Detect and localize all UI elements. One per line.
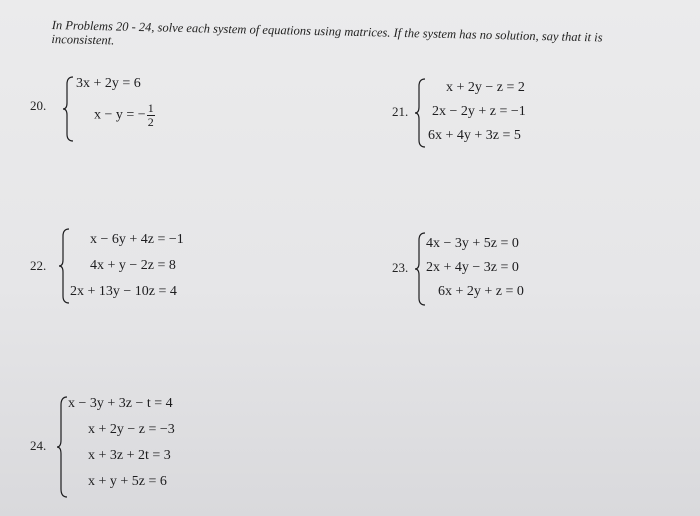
problem-23 — [392, 232, 612, 312]
problem-20 — [30, 74, 230, 154]
left-brace — [56, 396, 68, 498]
left-brace — [62, 76, 74, 142]
problem-number: 23. — [392, 260, 409, 275]
equation-2: 2x + 4y − 3z = 0 — [426, 260, 519, 275]
problem-22 — [30, 228, 250, 308]
equation-1: 4x − 3y + 5z = 0 — [426, 236, 519, 251]
left-brace — [58, 228, 70, 304]
equation-3: 2x + 13y − 10z = 4 — [70, 284, 177, 299]
equation-2-text: x − y = − — [94, 107, 146, 123]
equation-1: x − 6y + 4z = −1 — [90, 232, 184, 247]
instructions-text: In Problems 20 - 24, solve each system of equations using matrices. If the system has no solution, say that it is inconsistent. — [51, 18, 603, 48]
problem-21 — [392, 78, 592, 158]
equation-1: x − 3y + 3z − t = 4 — [68, 396, 173, 411]
fraction-numerator: 1 — [147, 101, 154, 115]
problem-number: 24. — [30, 438, 47, 453]
equation-3: x + 3z + 2t = 3 — [88, 448, 171, 463]
problem-number: 22. — [30, 258, 47, 273]
equation-3: 6x + 2y + z = 0 — [438, 284, 524, 299]
equation-2: 2x − 2y + z = −1 — [432, 104, 526, 119]
left-brace — [414, 232, 426, 306]
left-brace — [414, 78, 426, 148]
fraction-one-half — [147, 102, 155, 129]
equation-3: 6x + 4y + 3z = 5 — [428, 128, 521, 143]
equation-2: x + 2y − z = −3 — [88, 422, 175, 437]
fraction-denominator: 2 — [147, 115, 154, 129]
problem-24 — [30, 394, 250, 504]
equation-2: 4x + y − 2z = 8 — [90, 258, 176, 273]
equation-4: x + y + 5z = 6 — [88, 474, 167, 489]
equation-2 — [94, 102, 155, 129]
equation-1: x + 2y − z = 2 — [446, 80, 525, 95]
problem-number: 21. — [392, 104, 409, 119]
equation-1: 3x + 2y = 6 — [76, 76, 141, 91]
problem-number: 20. — [30, 98, 47, 113]
